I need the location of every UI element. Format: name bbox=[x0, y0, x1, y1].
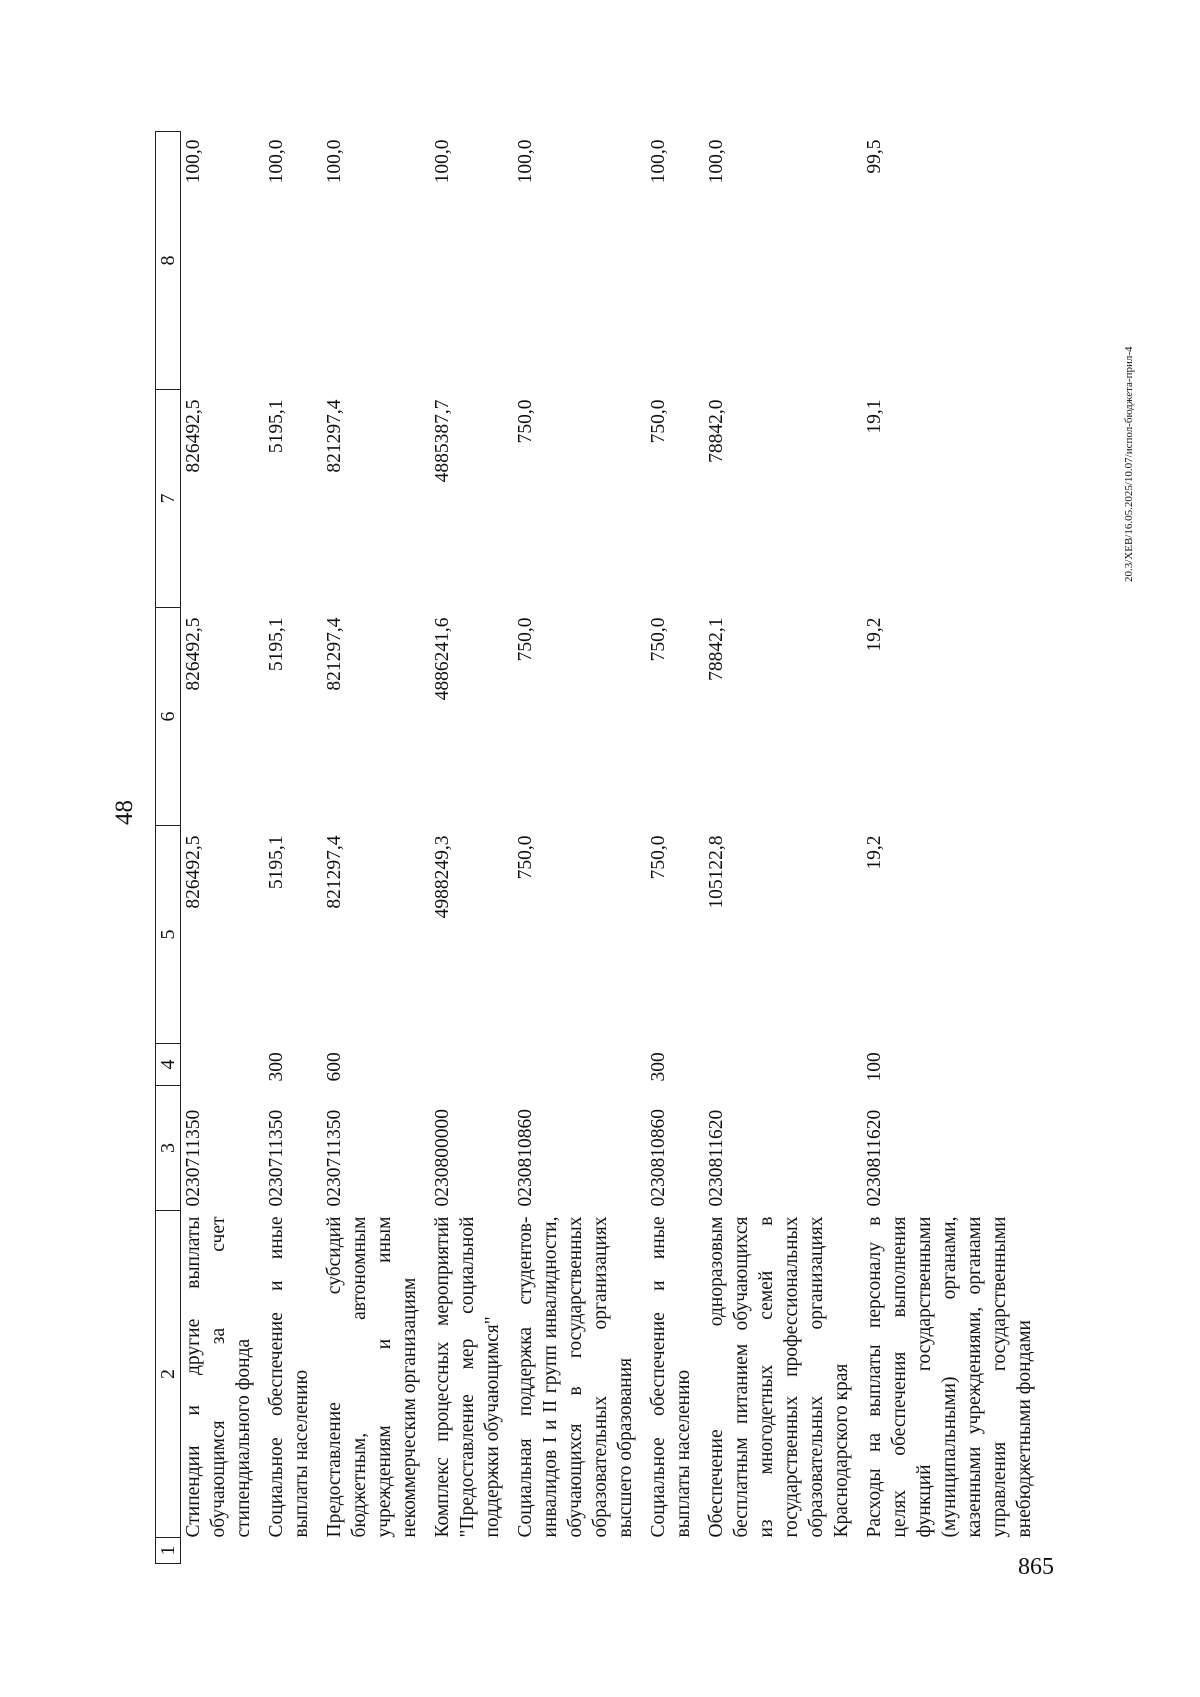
row-expense-type: 300 bbox=[266, 1052, 287, 1082]
row-name: Обеспечение одноразовым бесплатным питанием обучающихся из многодетных семей в государственных профессиональных образовательных организациях Краснодарского края bbox=[706, 1216, 852, 1538]
row-value-7: 750,0 bbox=[515, 399, 536, 444]
row-value-7: 5195,1 bbox=[266, 399, 287, 454]
header-col-1: 1 bbox=[156, 1538, 181, 1564]
header-col-3: 3 bbox=[156, 1086, 181, 1211]
table-row bbox=[704, 132, 862, 1564]
row-number-cell bbox=[181, 1538, 265, 1564]
row-value-6: 19,2 bbox=[864, 617, 885, 652]
row-value-5: 105122,8 bbox=[706, 835, 727, 909]
row-value-6: 5195,1 bbox=[266, 617, 287, 672]
row-value-5: 750,0 bbox=[515, 835, 536, 880]
row-percent: 100,0 bbox=[324, 139, 345, 184]
row-name: Социальная поддержка студентов-инвалидов I и II групп инвалидности, обучающихся в государственных образовательных организациях высшего образования bbox=[515, 1216, 636, 1538]
row-expense-type bbox=[181, 1044, 265, 1086]
row-code: 0230810860 bbox=[648, 1109, 669, 1207]
row-value-6: 821297,4 bbox=[324, 617, 345, 691]
row-code: 0230811620 bbox=[864, 1109, 885, 1207]
row-value-5: 4988249,3 bbox=[432, 835, 453, 919]
row-value-6: 78842,1 bbox=[706, 617, 727, 681]
row-value-6: 826492,5 bbox=[183, 617, 204, 691]
row-number-cell bbox=[430, 1538, 513, 1564]
row-name: Комплекс процессных мероприятий "Предоставление мер социальной поддержки обучающимся" bbox=[432, 1216, 503, 1538]
row-code: 0230711350 bbox=[266, 1109, 287, 1207]
row-number-cell bbox=[322, 1538, 430, 1564]
row-value-5: 821297,4 bbox=[324, 835, 345, 909]
budget-table bbox=[155, 131, 1037, 1564]
row-value-5: 5195,1 bbox=[266, 835, 287, 890]
row-value-7: 19,1 bbox=[864, 399, 885, 434]
header-col-5: 5 bbox=[156, 826, 181, 1044]
row-percent: 99,5 bbox=[864, 139, 885, 174]
row-number-cell bbox=[862, 1538, 1037, 1564]
row-number-cell bbox=[264, 1538, 322, 1564]
table-row bbox=[513, 132, 646, 1564]
row-code: 0230810860 bbox=[515, 1109, 536, 1207]
row-value-7: 78842,0 bbox=[706, 399, 727, 463]
row-name: Социальное обеспечение и иные выплаты населению bbox=[266, 1216, 312, 1538]
row-value-7: 821297,4 bbox=[324, 399, 345, 473]
row-value-5: 19,2 bbox=[864, 835, 885, 870]
row-name: Социальное обеспечение и иные выплаты населению bbox=[648, 1216, 694, 1538]
row-value-6: 750,0 bbox=[515, 617, 536, 662]
row-number-cell bbox=[704, 1538, 862, 1564]
row-percent: 100,0 bbox=[648, 139, 669, 184]
row-percent: 100,0 bbox=[706, 139, 727, 184]
row-percent: 100,0 bbox=[266, 139, 287, 184]
table-row bbox=[430, 132, 513, 1564]
page-number: 48 bbox=[111, 800, 138, 825]
header-col-6: 6 bbox=[156, 608, 181, 826]
row-value-5: 826492,5 bbox=[183, 835, 204, 909]
row-percent: 100,0 bbox=[515, 139, 536, 184]
row-value-5: 750,0 bbox=[648, 835, 669, 880]
row-number-cell bbox=[513, 1538, 646, 1564]
row-name: Предоставление субсидий бюджетным, автономным учреждениям и иным некоммерческим организациям bbox=[324, 1216, 420, 1538]
folio-number: 865 bbox=[1018, 1554, 1054, 1580]
table-row bbox=[862, 132, 1037, 1564]
row-expense-type: 300 bbox=[648, 1052, 669, 1082]
row-code: 0230711350 bbox=[183, 1109, 204, 1207]
row-code: 0230811620 bbox=[706, 1109, 727, 1207]
row-number-cell bbox=[646, 1538, 704, 1564]
row-code: 0230800000 bbox=[432, 1109, 453, 1207]
document-reference: 20.3/ХЕВ/16.05.2025/10.07/испол-бюджета-прил-4 bbox=[1123, 346, 1135, 582]
row-name: Стипендии и другие выплаты обучающимся за счет стипендиального фонда bbox=[183, 1216, 254, 1538]
table-row bbox=[322, 132, 430, 1564]
row-percent: 100,0 bbox=[183, 139, 204, 184]
table-row bbox=[646, 132, 704, 1564]
row-value-7: 750,0 bbox=[648, 399, 669, 444]
table-row bbox=[264, 132, 322, 1564]
table-row bbox=[181, 132, 265, 1564]
row-expense-type bbox=[704, 1044, 862, 1086]
row-value-7: 826492,5 bbox=[183, 399, 204, 473]
header-col-4: 4 bbox=[156, 1044, 181, 1086]
header-col-2: 2 bbox=[156, 1211, 181, 1538]
row-value-6: 4886241,6 bbox=[432, 617, 453, 701]
header-col-7: 7 bbox=[156, 390, 181, 608]
row-expense-type: 100 bbox=[864, 1052, 885, 1082]
header-col-8: 8 bbox=[156, 132, 181, 390]
header-row bbox=[156, 132, 181, 1564]
row-value-6: 750,0 bbox=[648, 617, 669, 662]
row-name: Расходы на выплаты персоналу в целях обеспечения выполнения функций государственными (муниципальными) органами, казенными учреждениями, органами управления государственными внебюджетными фондами bbox=[864, 1216, 1035, 1538]
row-expense-type: 600 bbox=[324, 1052, 345, 1082]
row-code: 0230711350 bbox=[324, 1109, 345, 1207]
row-expense-type bbox=[430, 1044, 513, 1086]
row-percent: 100,0 bbox=[432, 139, 453, 184]
row-expense-type bbox=[513, 1044, 646, 1086]
row-value-7: 4885387,7 bbox=[432, 399, 453, 483]
